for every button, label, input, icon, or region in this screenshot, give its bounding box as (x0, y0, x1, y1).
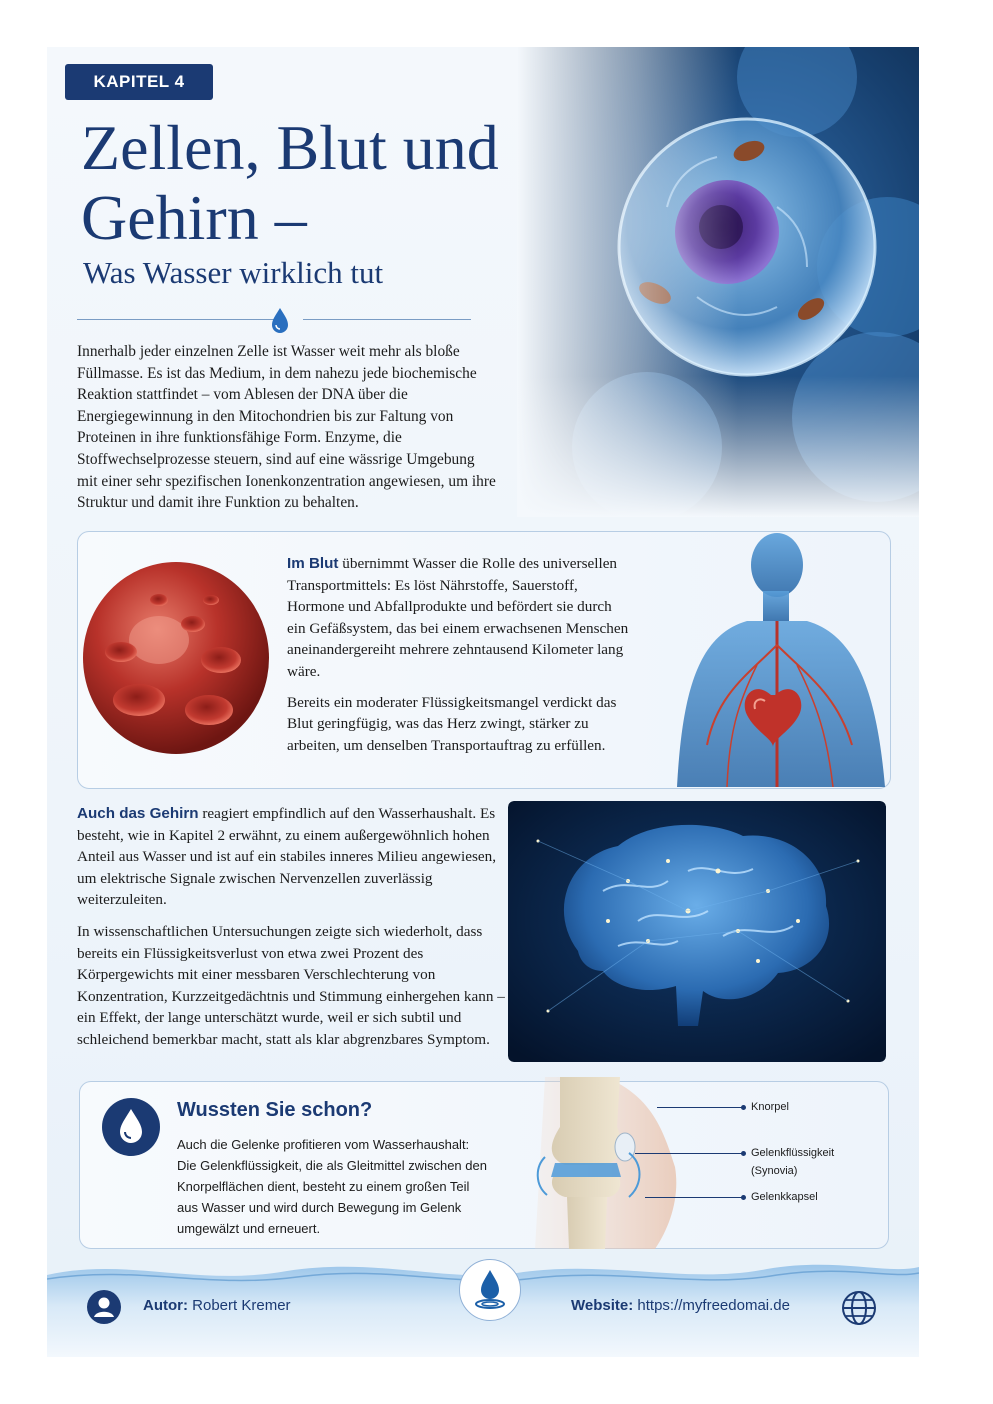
intro-text: Innerhalb jeder einzelnen Zelle ist Wasser weit mehr als bloße Füllmasse. Es ist das Medium, in dem nahezu jede biochemische Reaktion stattfindet – vom Ablesen der DNA über die Energiegewinnung in den Mitochondrien bis zur Faltung von Proteinen in ihre funktionsfähige Form. Enzyme, die Stoffwechselprozesse steuern, sind auf eine wässrige Umgebung mit einer sehr spezifischen Ionenkonzentration angewiesen, um ihre Struktur und damit ihre Funktion zu behalten. (77, 343, 496, 512)
water-drop-icon (267, 305, 293, 335)
label-line-cartilage (657, 1107, 743, 1108)
cell-illustration (517, 47, 919, 517)
divider-left (77, 319, 277, 320)
label-dot-synovia (741, 1151, 746, 1156)
label-line-capsule (645, 1197, 743, 1198)
label-synovia: (Synovia) (751, 1165, 798, 1177)
blood-paragraph-1 (287, 553, 632, 683)
footer-logo (459, 1259, 521, 1321)
brain-paragraph-2: In wissenschaftlichen Untersuchungen zeigte sich wiederholt, dass bereits ein Flüssigkeitsverlust von etwa zwei Prozent des Körpergewichts mit einer messbaren Verschlechterung von Konzentration, Kurzzeitgedächtnis und Stimmung einhergehen kann – ein Effekt, der lange unterschätzt wurde, weil er sich subtil und schleichend bemerkbar macht, statt als klar abgrenzbares Symptom. (77, 922, 505, 1048)
fact-heading: Wussten Sie schon? (177, 1099, 373, 1121)
page-subtitle: Was Wasser wirklich tut (83, 255, 384, 290)
blood-text (287, 553, 632, 765)
globe-icon (841, 1290, 877, 1326)
author-label: Autor: (143, 1297, 188, 1314)
website-label: Website: (571, 1297, 634, 1314)
intro-paragraph (77, 341, 497, 514)
blood-p1-text: übernimmt Wasser die Rolle des universellen Transportmittels: Es löst Nährstoffe, Sauerstoff, Hormone und Abfallprodukte und befördert sie durch ein Gefäßsystem, das bei einem erwachsenen Menschen aneinandergereiht mehrere zehntausend Kilometer lang wäre. (287, 555, 629, 680)
water-drop-icon (101, 1097, 161, 1157)
blood-vessel-illustration (81, 560, 271, 756)
title-line-2: Gehirn – (81, 182, 307, 253)
label-synovial-fluid: Gelenkflüssigkeit (751, 1147, 835, 1159)
brain-illustration (508, 801, 886, 1062)
divider-right (303, 319, 471, 320)
label-dot-cartilage (741, 1105, 746, 1110)
label-dot-capsule (741, 1195, 746, 1200)
brain-text (77, 803, 517, 1061)
label-line-synovia (635, 1153, 743, 1154)
blood-paragraph-2: Bereits ein moderater Flüssigkeitsmangel verdickt das Blut geringfügig, was das Herz zwingt, stärker zu arbeiten, um denselben Transportauftrag zu erfüllen. (287, 693, 617, 754)
brain-paragraph-1 (77, 803, 517, 911)
website-url[interactable]: https://myfreedomai.de (633, 1297, 790, 1314)
knee-joint-illustration (505, 1077, 695, 1249)
brain-lead: Auch das Gehirn (77, 805, 199, 822)
author-name: Robert Kremer (188, 1297, 291, 1314)
fact-text: Auch die Gelenke profitieren vom Wasserhaushalt: Die Gelenkflüssigkeit, die als Gleitmittel zwischen den Knorpelflächen dient, besteht zu einem großen Teil aus Wasser und wird durch Bewegung im Gelenk umgewälzt und erneuert. (177, 1137, 487, 1236)
page (47, 47, 919, 1357)
brain-p1-text: reagiert empfindlich auf den Wasserhaushalt. Es besteht, wie in Kapitel 2 erwähnt, zu einem außergewöhnlich hohen Anteil aus Wasser und ist auf ein stabiles inneres Milieu angewiesen, um elektrische Signale zwischen Nervenzellen zuverlässig weiterzuleiten. (77, 805, 497, 909)
chapter-badge: KAPITEL 4 (65, 64, 213, 100)
page-title (81, 113, 551, 253)
label-cartilage: Knorpel (751, 1101, 789, 1113)
blood-lead: Im Blut (287, 555, 339, 572)
water-ripple-icon (460, 1260, 520, 1320)
person-icon (87, 1290, 121, 1324)
website-line (571, 1297, 790, 1314)
title-line-1: Zellen, Blut und (81, 112, 499, 183)
label-joint-capsule: Gelenkkapsel (751, 1191, 818, 1203)
author-line (143, 1297, 291, 1314)
circulatory-system-illustration (637, 525, 889, 787)
